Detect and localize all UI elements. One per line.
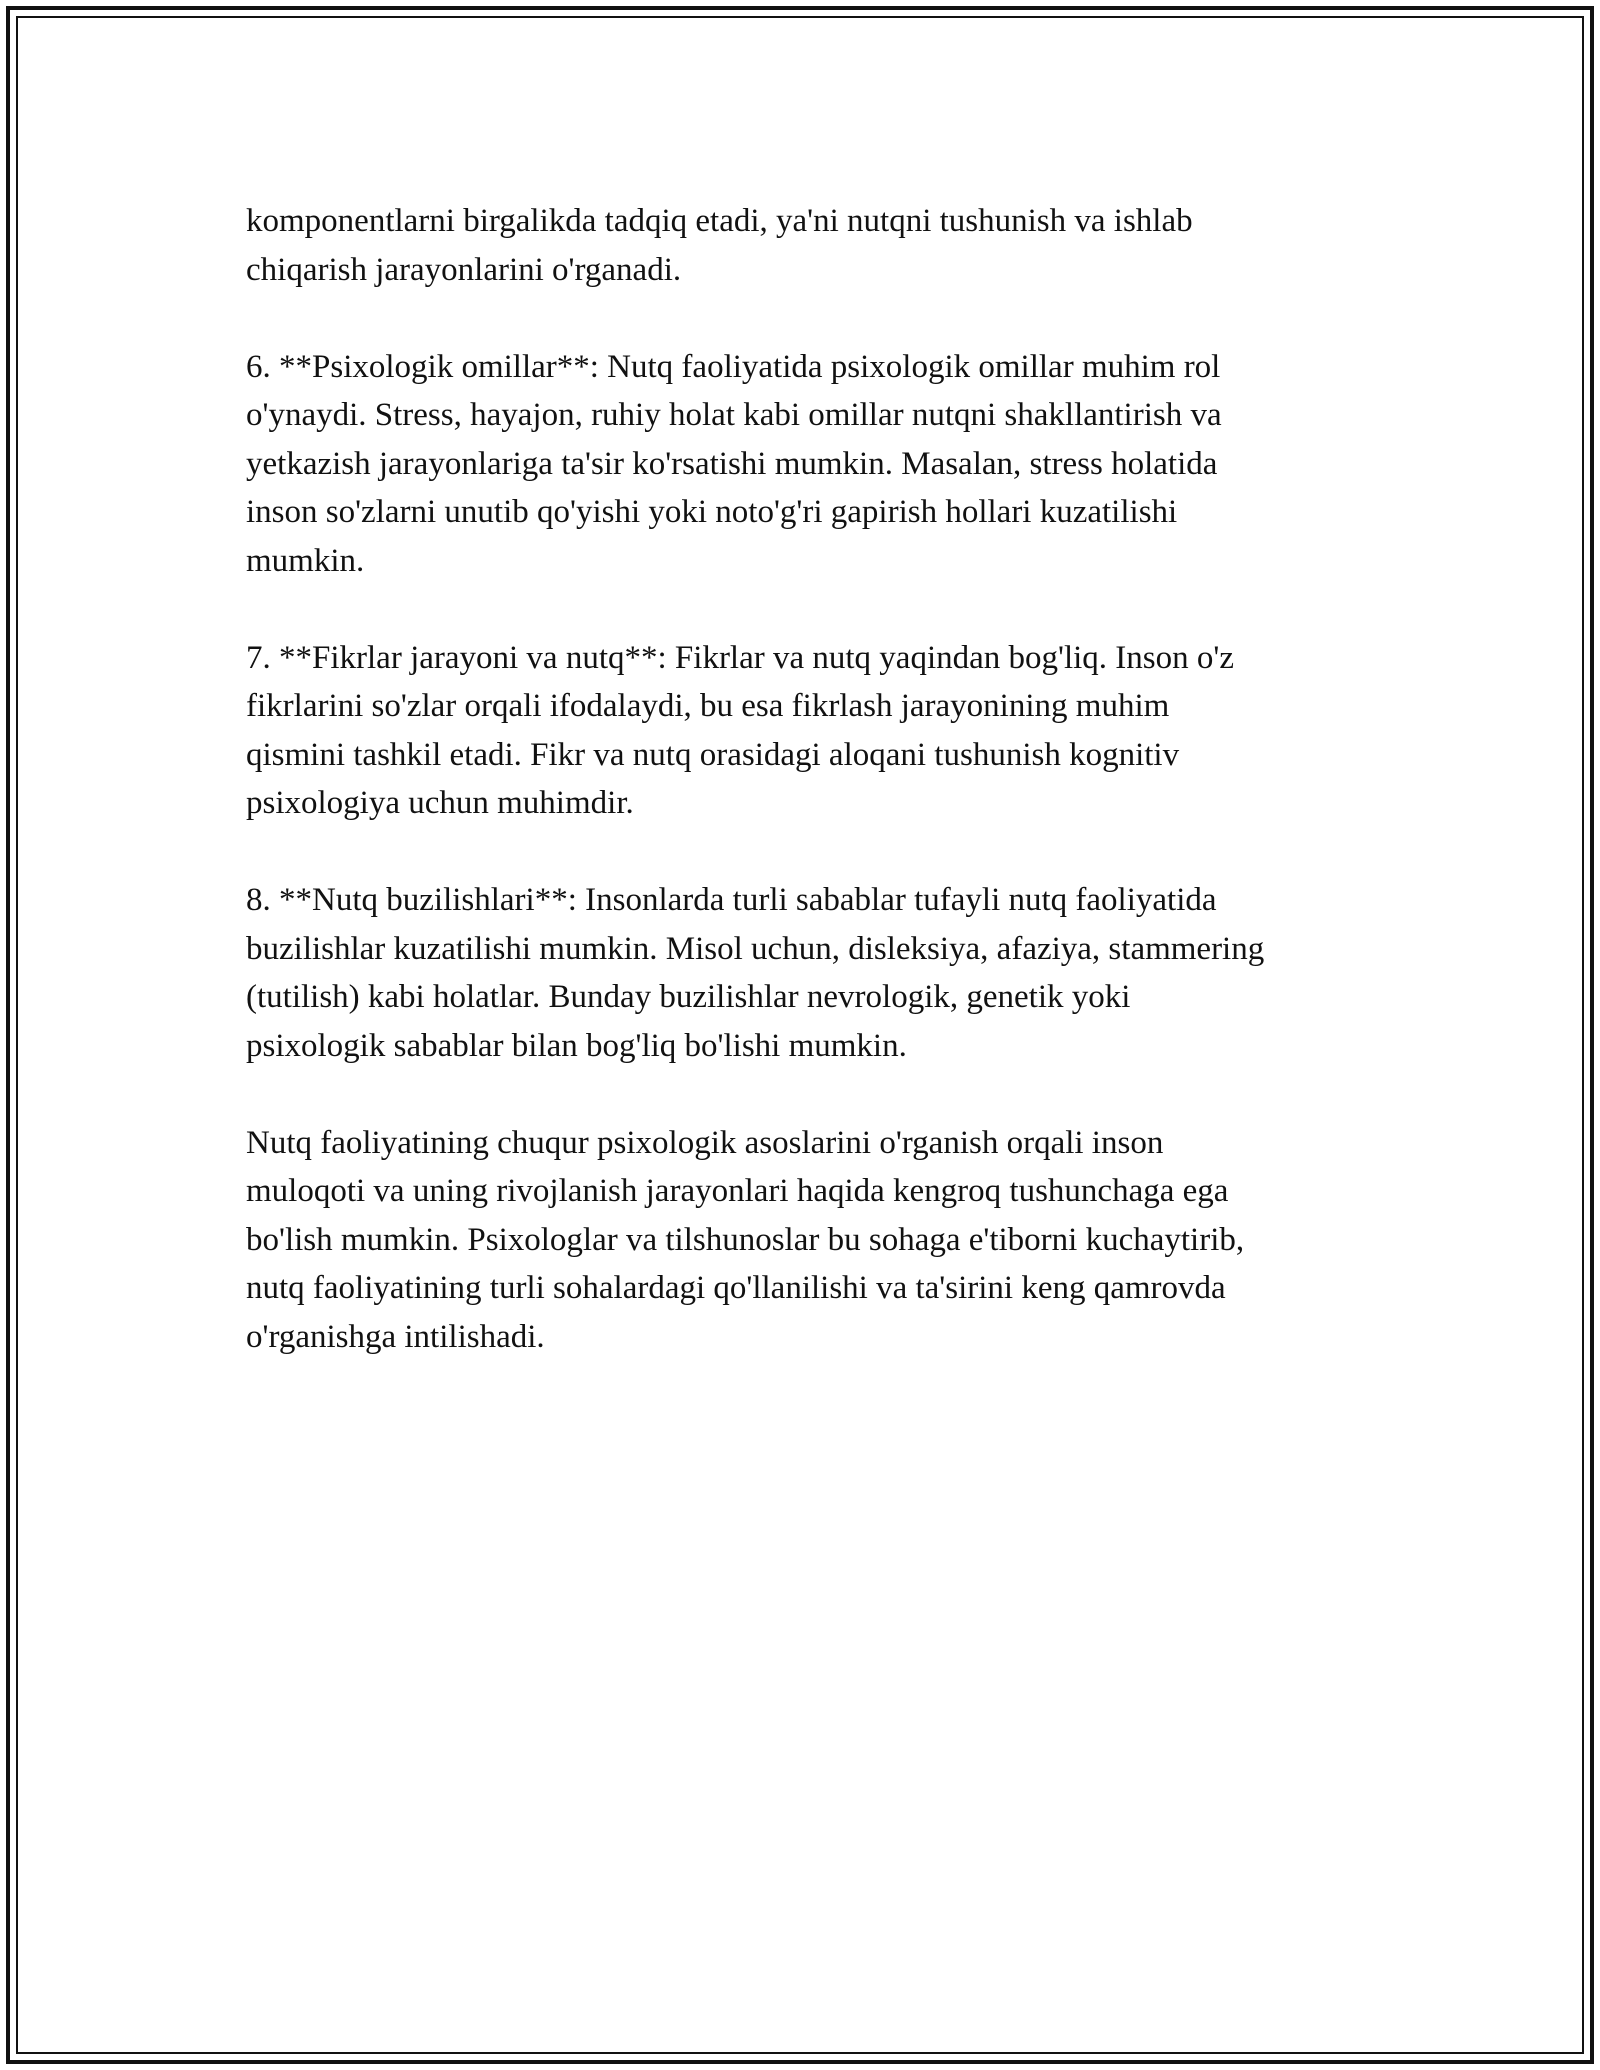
paragraph-conclusion bbox=[246, 1119, 1426, 1362]
text-line: 7. **Fikrlar jarayoni va nutq**: Fikrlar va nutq yaqindan bog'liq. Inson o'z bbox=[246, 639, 1234, 676]
page-border bbox=[6, 6, 1594, 2064]
text-line: nutq faoliyatining turli sohalardagi qo'llanilishi va ta'sirini keng qamrovda bbox=[246, 1270, 1226, 1306]
text-line: inson so'zlarni unutib qo'yishi yoki noto'g'ri gapirish hollari kuzatilishi bbox=[246, 494, 1178, 530]
document-body bbox=[246, 197, 1426, 1410]
paragraph-item-8 bbox=[246, 876, 1426, 1070]
text-line: buzilishlar kuzatilishi mumkin. Misol uchun, disleksiya, afaziya, stammering bbox=[246, 930, 1265, 967]
text-line: psixologiya uchun muhimdir. bbox=[246, 785, 634, 821]
paragraph-item-6 bbox=[246, 343, 1426, 586]
text-line: fikrlarini so'zlar orqali ifodalaydi, bu esa fikrlash jarayonining muhim bbox=[246, 688, 1170, 724]
text-line: Nutq faoliyatining chuqur psixologik asoslarini o'rganish orqali inson bbox=[246, 1124, 1164, 1161]
text-line: qismini tashkil etadi. Fikr va nutq orasidagi aloqani tushunish kognitiv bbox=[246, 736, 1180, 773]
text-line: bo'lish mumkin. Psixologlar va tilshunoslar bu sohaga e'tiborni kuchaytirib, bbox=[246, 1221, 1245, 1258]
text-line: 6. **Psixologik omillar**: Nutq faoliyatida psixologik omillar muhim rol bbox=[246, 348, 1221, 385]
text-line: o'rganishga intilishadi. bbox=[246, 1318, 545, 1355]
paragraph-item-7 bbox=[246, 634, 1426, 828]
text-line: komponentlarni birgalikda tadqiq etadi, ya'ni nutqni tushunish va ishlab bbox=[246, 203, 1193, 239]
text-line: chiqarish jarayonlarini o'rganadi. bbox=[246, 251, 682, 288]
text-line: yetkazish jarayonlariga ta'sir ko'rsatishi mumkin. Masalan, stress holatida bbox=[246, 445, 1218, 482]
text-line: muloqoti va uning rivojlanish jarayonlari haqida kengroq tushunchaga ega bbox=[246, 1173, 1229, 1209]
paragraph-intro-continuation bbox=[246, 197, 1426, 294]
text-line: (tutilish) kabi holatlar. Bunday buzilishlar nevrologik, genetik yoki bbox=[246, 979, 1131, 1015]
text-line: psixologik sabablar bilan bog'liq bo'lishi mumkin. bbox=[246, 1027, 907, 1064]
text-line: mumkin. bbox=[246, 542, 365, 579]
text-line: o'ynaydi. Stress, hayajon, ruhiy holat kabi omillar nutqni shakllantirish va bbox=[246, 397, 1222, 433]
text-line: 8. **Nutq buzilishlari**: Insonlarda turli sabablar tufayli nutq faoliyatida bbox=[246, 882, 1217, 918]
